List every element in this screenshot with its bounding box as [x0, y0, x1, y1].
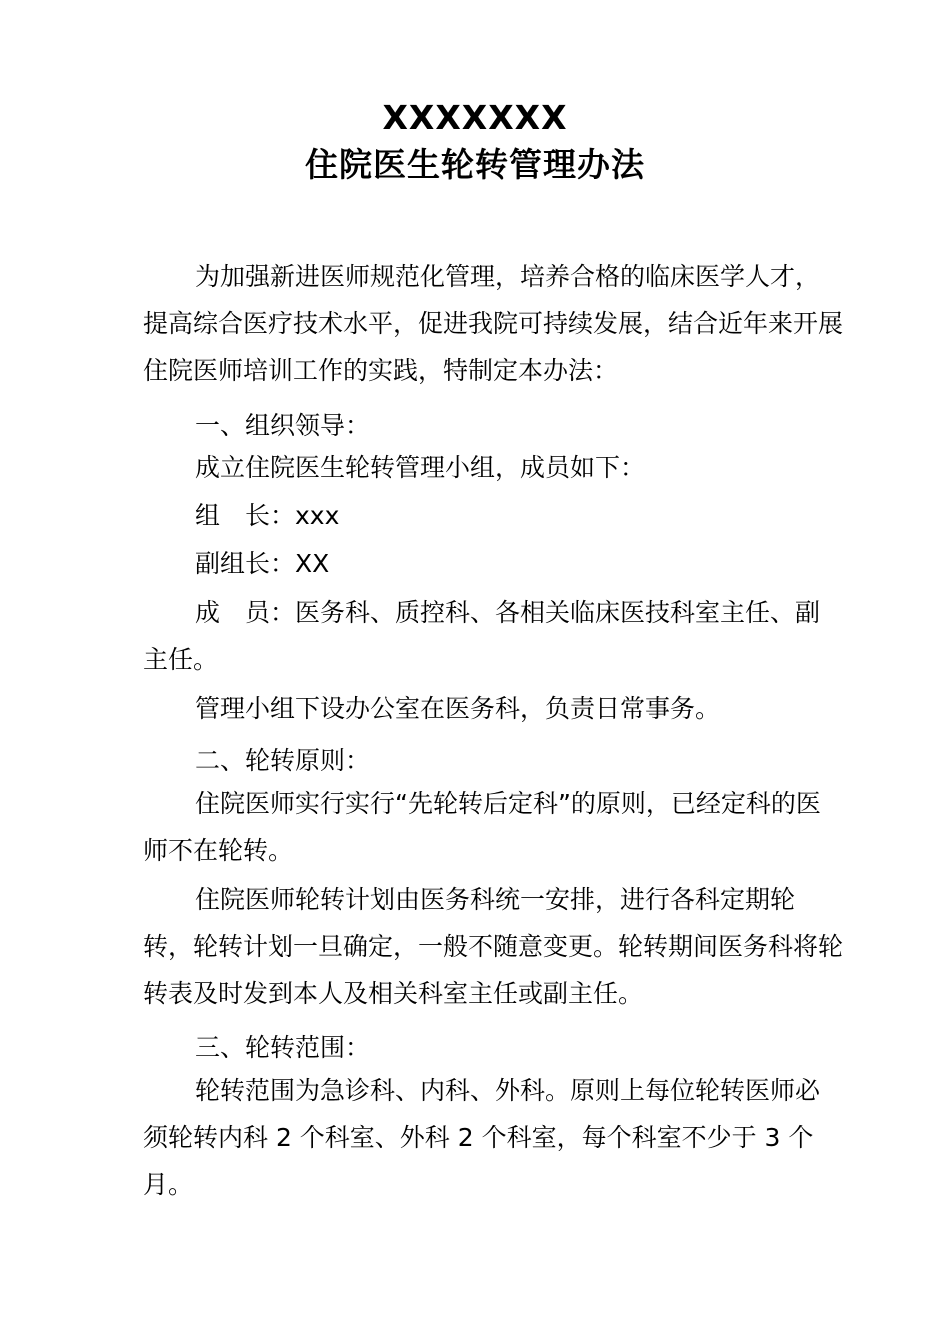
leader-value: xxx — [295, 501, 340, 530]
deputy-value: XX — [295, 549, 330, 578]
intro-paragraph — [143, 253, 843, 394]
group-formation-text: 成立住院医生轮转管理小组，成员如下： — [195, 453, 646, 482]
leader-row — [143, 492, 843, 539]
section-1 — [143, 402, 843, 449]
section-2-para-1 — [143, 780, 843, 874]
rotation-scope-text: 轮转范围为急诊科、内科、外科。原则上每位轮转医师必须轮转内科 2 个科室、外科 2 个科室，每个科室不少于 3 个月。 — [143, 1076, 821, 1199]
members-value: 医务科、质控科、各相关临床医技科室主任、副主任。 — [143, 598, 821, 674]
rotation-principle-text: 住院医师实行实行“先轮转后定科”的原则，已经定科的医师不在轮转。 — [143, 789, 821, 865]
section-2-para-2 — [143, 876, 843, 1017]
members-row — [143, 589, 843, 683]
title-organization: XXXXXXX — [382, 98, 568, 137]
section-2 — [143, 737, 843, 784]
deputy-row — [143, 540, 843, 587]
section-3-heading: 三、轮转范围： — [195, 1033, 371, 1062]
section-3 — [143, 1024, 843, 1071]
document-title — [0, 96, 950, 190]
office-text: 管理小组下设办公室在医务科，负责日常事务。 — [195, 694, 721, 723]
section-1-heading: 一、组织领导： — [195, 411, 371, 440]
deputy-label: 副组长： — [195, 549, 296, 578]
rotation-plan-text: 住院医师轮转计划由医务科统一安排，进行各科定期轮转，轮转计划一旦确定，一般不随意变更。轮转期间医务科将轮转表及时发到本人及相关科室主任或副主任。 — [143, 885, 844, 1008]
section-2-heading: 二、轮转原则： — [195, 746, 371, 775]
leader-label: 组 长： — [195, 501, 296, 530]
members-label: 成 员： — [195, 598, 296, 627]
title-main: 住院医生轮转管理办法 — [305, 145, 645, 184]
section-3-para-1 — [143, 1067, 843, 1208]
intro-text: 为加强新进医师规范化管理，培养合格的临床医学人才，提高综合医疗技术水平，促进我院可持续发展，结合近年来开展住院医师培训工作的实践，特制定本办法： — [143, 262, 844, 385]
section-1-body — [143, 444, 843, 491]
office-row — [143, 685, 843, 732]
